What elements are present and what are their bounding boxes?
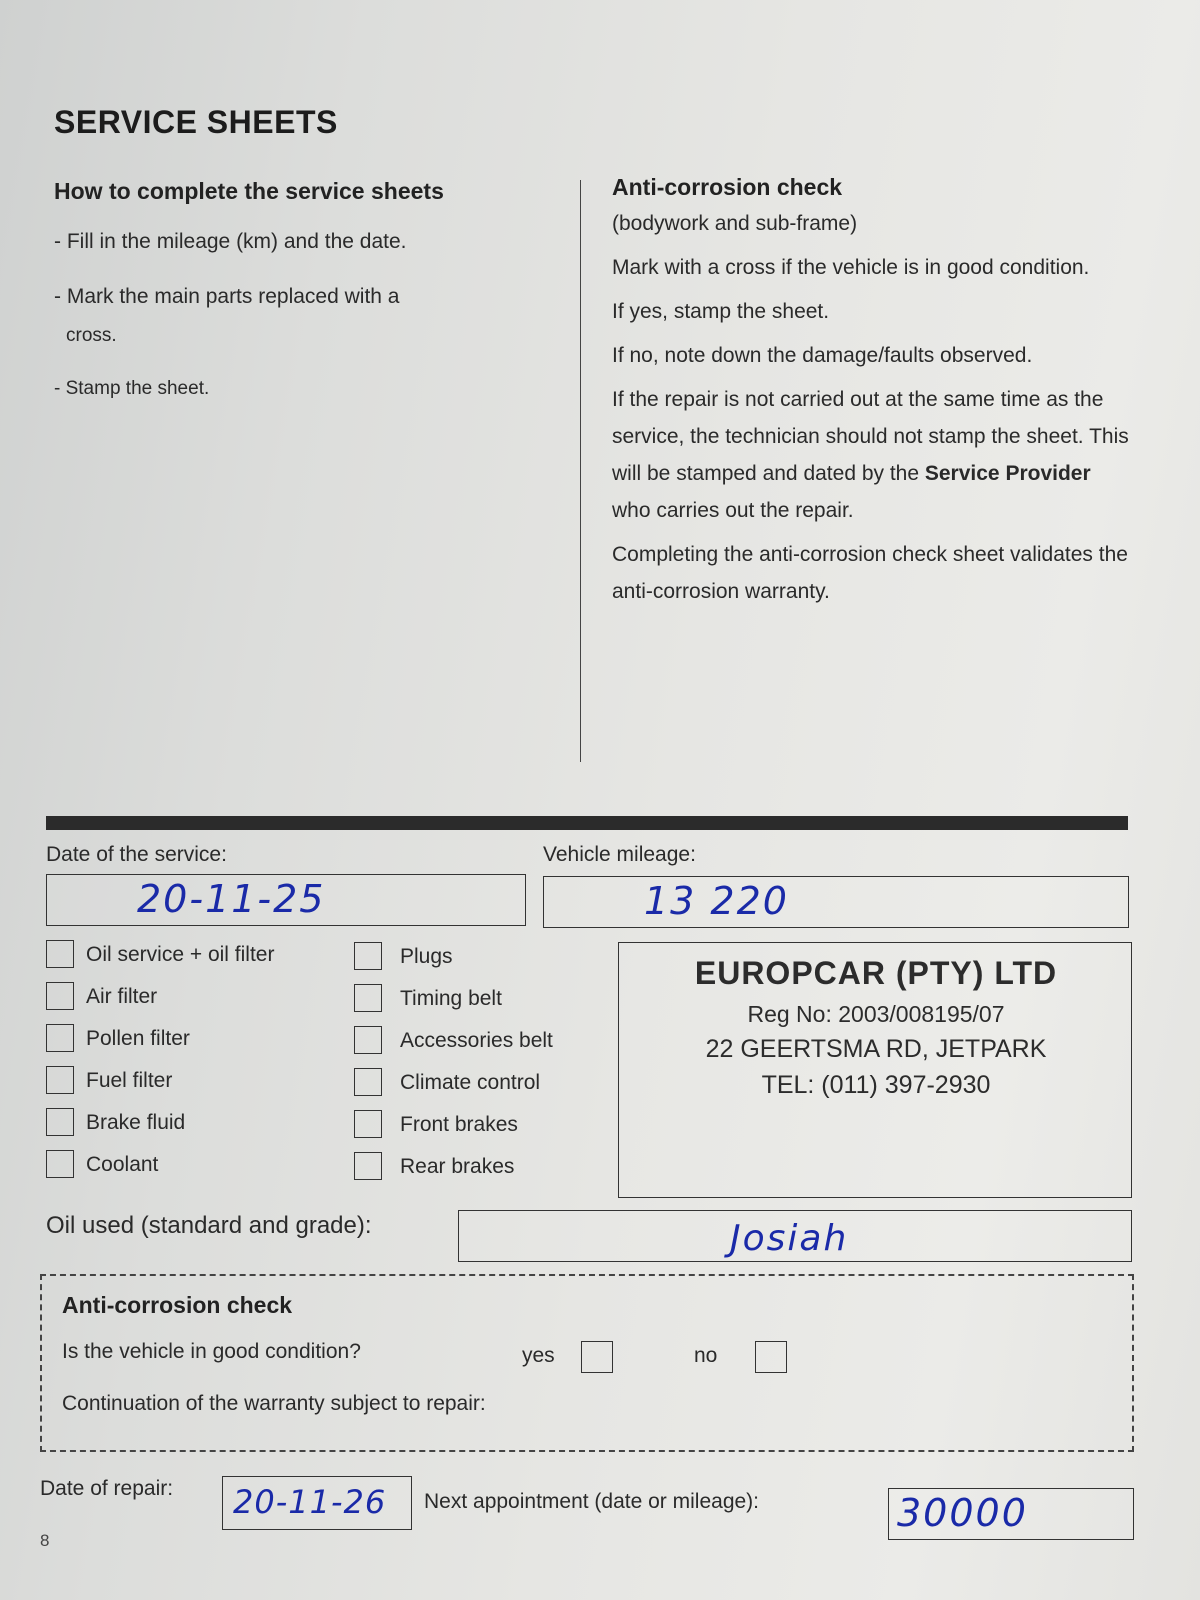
checkbox-fuel-filter[interactable] xyxy=(46,1066,74,1094)
checkbox-timing-belt-label: Timing belt xyxy=(400,987,502,1010)
checkbox-fuel-filter-label: Fuel filter xyxy=(86,1069,173,1092)
anti-corrosion-info-heading: Anti-corrosion check xyxy=(612,174,843,200)
page-title: SERVICE SHEETS xyxy=(54,104,338,140)
section-bar xyxy=(46,816,1128,830)
checkbox-front-brakes[interactable] xyxy=(354,1110,382,1138)
checkbox-rear-brakes[interactable] xyxy=(354,1152,382,1180)
p4-part-a: If the repair is not carried out at the same time as the service, the technician should not stamp the sheet. This will be stamped and dated by the xyxy=(612,388,1129,485)
oil-used-label: Oil used (standard and grade): xyxy=(46,1212,372,1239)
checkbox-pollen-filter[interactable] xyxy=(46,1024,74,1052)
how-to-heading: How to complete the service sheets xyxy=(54,178,444,204)
anti-corrosion-info xyxy=(612,174,1132,617)
anti-corrosion-info-sub: (bodywork and sub-frame) xyxy=(612,212,858,235)
date-of-service-field[interactable] xyxy=(46,874,526,926)
date-of-service-label: Date of the service: xyxy=(46,843,227,866)
checkbox-accessories-belt[interactable] xyxy=(354,1026,382,1054)
no-label: no xyxy=(694,1344,718,1367)
signature: Josiah xyxy=(730,1218,849,1259)
next-appointment-field[interactable] xyxy=(888,1488,1134,1540)
checkbox-climate-control[interactable] xyxy=(354,1068,382,1096)
checkbox-pollen-filter-label: Pollen filter xyxy=(86,1027,190,1050)
anti-corrosion-info-p5: Completing the anti-corrosion check sheet validates the anti-corrosion warranty. xyxy=(612,543,1128,603)
stamp-address: 22 GEERTSMA RD, JETPARK xyxy=(705,1035,1047,1063)
date-of-repair-field[interactable] xyxy=(222,1476,412,1530)
how-to-step-1: - Fill in the mileage (km) and the date. xyxy=(54,230,407,253)
stamp-box[interactable] xyxy=(618,942,1132,1198)
checkbox-climate-control-label: Climate control xyxy=(400,1071,541,1094)
checkbox-yes[interactable] xyxy=(581,1341,613,1373)
checkbox-air-filter[interactable] xyxy=(46,982,74,1010)
column-divider xyxy=(580,180,581,762)
checkbox-oil-service[interactable] xyxy=(46,940,74,968)
checkbox-coolant-label: Coolant xyxy=(86,1153,159,1176)
next-appointment-label: Next appointment (date or mileage): xyxy=(424,1490,760,1513)
how-to-step-3: - Stamp the sheet. xyxy=(54,378,210,399)
anti-corrosion-info-p4 xyxy=(612,381,1132,529)
anti-corrosion-check-heading: Anti-corrosion check xyxy=(62,1292,293,1318)
date-of-service-value: 20-11-25 xyxy=(137,877,326,921)
condition-question: Is the vehicle in good condition? xyxy=(62,1340,361,1363)
checkbox-brake-fluid[interactable] xyxy=(46,1108,74,1136)
date-of-repair-value: 20-11-26 xyxy=(233,1483,387,1521)
checkbox-timing-belt[interactable] xyxy=(354,984,382,1012)
checkbox-air-filter-label: Air filter xyxy=(86,985,158,1008)
stamp-tel: TEL: (011) 397-2930 xyxy=(761,1071,991,1099)
checkbox-front-brakes-label: Front brakes xyxy=(400,1113,518,1136)
continuation-label: Continuation of the warranty subject to repair: xyxy=(62,1392,486,1415)
checkbox-no[interactable] xyxy=(755,1341,787,1373)
page-number: 8 xyxy=(40,1531,50,1550)
p4-part-c: who carries out the repair. xyxy=(612,499,854,522)
checkbox-rear-brakes-label: Rear brakes xyxy=(400,1155,515,1178)
anti-corrosion-info-p1: Mark with a cross if the vehicle is in good condition. xyxy=(612,256,1090,279)
date-of-repair-label: Date of repair: xyxy=(40,1477,174,1500)
checkbox-brake-fluid-label: Brake fluid xyxy=(86,1111,186,1134)
stamp-company: EUROPCAR (PTY) LTD xyxy=(694,955,1058,991)
vehicle-mileage-label: Vehicle mileage: xyxy=(543,843,696,866)
anti-corrosion-info-p3: If no, note down the damage/faults observed. xyxy=(612,344,1033,367)
stamp-reg: Reg No: 2003/008195/07 xyxy=(747,1001,1005,1027)
checkbox-accessories-belt-label: Accessories belt xyxy=(400,1029,553,1052)
how-to-step-2: - Mark the main parts replaced with a xyxy=(54,285,400,308)
next-appointment-value: 30000 xyxy=(897,1491,1028,1535)
vehicle-mileage-value: 13 220 xyxy=(644,879,789,923)
checkbox-plugs-label: Plugs xyxy=(400,945,453,968)
service-provider-bold: Service Provider xyxy=(924,462,1091,485)
how-to-step-2-cont: cross. xyxy=(66,325,117,346)
vehicle-mileage-field[interactable] xyxy=(543,876,1129,928)
checkbox-oil-service-label: Oil service + oil filter xyxy=(86,943,275,966)
checkbox-plugs[interactable] xyxy=(354,942,382,970)
checkbox-coolant[interactable] xyxy=(46,1150,74,1178)
anti-corrosion-info-p2: If yes, stamp the sheet. xyxy=(612,300,830,323)
yes-label: yes xyxy=(522,1344,555,1367)
